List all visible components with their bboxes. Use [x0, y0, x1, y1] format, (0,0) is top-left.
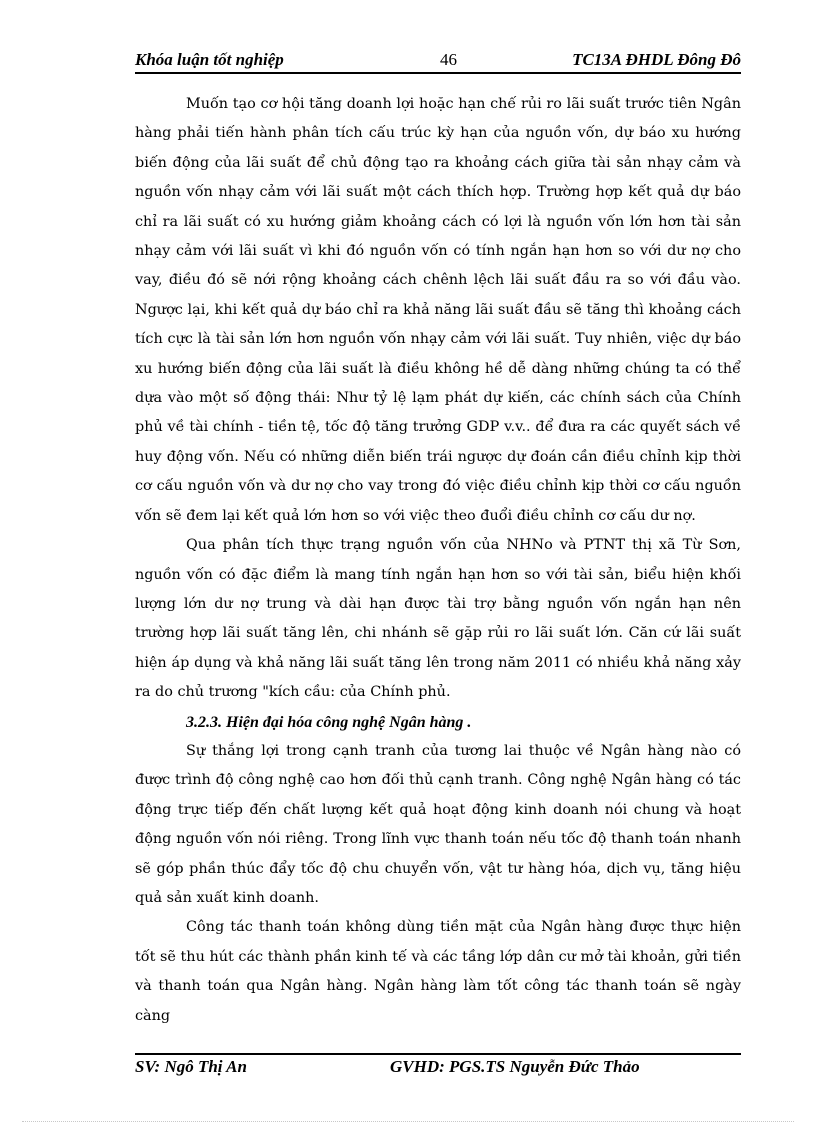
class-label: TC13A ĐHDL Đông Đô — [572, 50, 741, 69]
paragraph: Muốn tạo cơ hội tăng doanh lợi hoặc hạn chế rủi ro lãi suất trước tiên Ngân hàng phải tiến hành phân tích cấu trúc kỳ hạn của nguồn vốn, dự báo xu hướng biến động của lãi suất để chủ động tạo ra khoảng cách giữa tài sản nhạy cảm và nguồn vốn nhạy cảm với lãi suất một cách thích hợp. Trường hợp kết quả dự báo chỉ ra lãi suất có xu hướng giảm khoảng cách có lợi là nguồn vốn lớn hơn tài sản nhạy cảm với lãi suất vì khi đó nguồn vốn có tính ngắn hạn hơn so với dư nợ cho vay, điều đó sẽ nới rộng khoảng cách chênh lệch lãi suất đầu ra so với đầu vào. Ngược lại, khi kết quả dự báo chỉ ra khả năng lãi suất đầu sẽ tăng thì khoảng cách tích cực là tài sản lớn hơn nguồn vốn nhạy cảm với lãi suất. Tuy nhiên, việc dự báo xu hướng biến động của lãi suất là điều không hề dễ dàng những chúng ta có thể dựa vào một số động thái: Như tỷ lệ lạm phát dự kiến, các chính sách của Chính phủ về tài chính - tiền tệ, tốc độ tăng trưởng GDP v.v.. để đưa ra các quyết sách về huy động vốn. Nếu có những diễn biến trái ngược dự đoán cần điều chỉnh kịp thời cơ cấu nguồn vốn và dư nợ cho vay trong đó việc điều chỉnh kịp thời cơ cấu nguồn vốn sẽ đem lại kết quả lớn hơn so với việc theo đuổi điều chỉnh cơ cấu dư nợ. — [135, 96, 741, 524]
paragraph: Qua phân tích thực trạng nguồn vốn của NHNo và PTNT thị xã Từ Sơn, nguồn vốn có đặc điểm là mang tính ngắn hạn hơn so với tài sản, biểu hiện khối lượng lớn dư nợ trung và dài hạn được tài trợ bằng nguồn vốn ngắn hạn nên trường hợp lãi suất tăng lên, chi nhánh sẽ gặp rủi ro lãi suất lớn. Căn cứ lãi suất hiện áp dụng và khả năng lãi suất tăng lên trong năm 2011 có nhiều khả năng xảy ra do chủ trương "kích cầu: của Chính phủ. — [135, 537, 741, 701]
footer-rule — [135, 1053, 741, 1055]
advisor-name: GVHD: PGS.TS Nguyễn Đức Thảo — [390, 1057, 640, 1076]
page-edge-divider — [22, 1121, 794, 1122]
page-number: 46 — [440, 50, 457, 69]
section-heading: 3.2.3. Hiện đại hóa công nghệ Ngân hàng . — [186, 713, 472, 731]
document-body — [135, 90, 741, 1031]
page-footer — [135, 1057, 741, 1079]
thesis-label: Khóa luận tốt nghiệp — [135, 50, 284, 69]
student-name: SV: Ngô Thị An — [135, 1057, 247, 1076]
paragraph: Công tác thanh toán không dùng tiền mặt của Ngân hàng được thực hiện tốt sẽ thu hút các thành phần kinh tế và các tầng lớp dân cư mở tài khoản, gửi tiền và thanh toán qua Ngân hàng. Ngân hàng làm tốt công tác thanh toán sẽ ngày càng — [135, 919, 741, 1024]
page-header — [135, 48, 741, 72]
header-rule — [135, 72, 741, 74]
paragraph: Sự thắng lợi trong cạnh tranh của tương lai thuộc về Ngân hàng nào có được trình độ công nghệ cao hơn đối thủ cạnh tranh. Công nghệ Ngân hàng có tác động trực tiếp đến chất lượng kết quả hoạt động kinh doanh nói chung và hoạt động nguồn vốn nói riêng. Trong lĩnh vực thanh toán nếu tốc độ thanh toán nhanh sẽ góp phần thúc đẩy tốc độ chu chuyển vốn, vật tư hàng hóa, dịch vụ, tăng hiệu quả sản xuất kinh doanh. — [135, 742, 741, 906]
